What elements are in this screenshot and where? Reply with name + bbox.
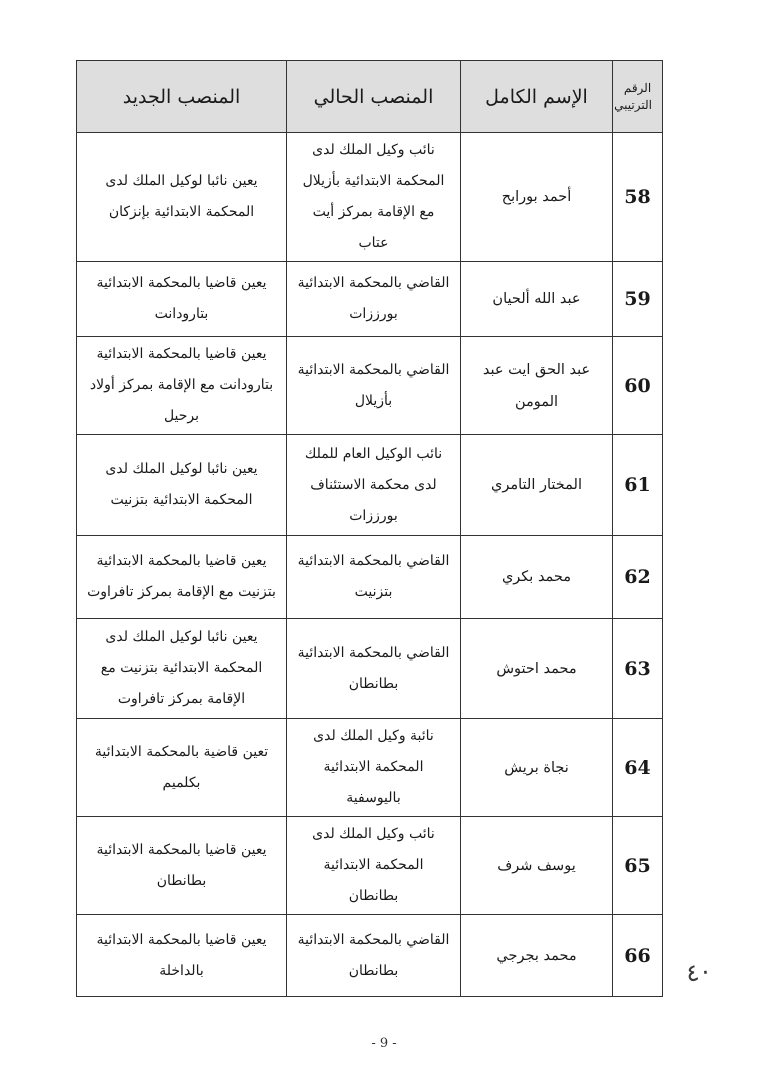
- table-row: [77, 435, 663, 536]
- row-new-position: يعين نائبا لوكيل الملك لدى المحكمة الابتدائية بتزنيت: [77, 435, 287, 536]
- row-new-position: يعين نائبا لوكيل الملك لدى المحكمة الابتدائية بإنزكان: [77, 133, 287, 262]
- row-current-position: القاضي بالمحكمة الابتدائية بورززات: [287, 262, 461, 337]
- row-number: 60: [613, 337, 663, 435]
- row-number: 62: [613, 536, 663, 619]
- row-full-name: نجاة بريش: [461, 719, 613, 817]
- row-current-position: القاضي بالمحكمة الابتدائية بأزيلال: [287, 337, 461, 435]
- header-current-position: المنصب الحالي: [287, 61, 461, 133]
- row-new-position: يعين قاضيا بالمحكمة الابتدائية بالداخلة: [77, 915, 287, 997]
- page-number: - 9 -: [371, 1036, 397, 1051]
- row-full-name: عبد الحق ايت عبد المومن: [461, 337, 613, 435]
- row-full-name: المختار التامري: [461, 435, 613, 536]
- table-row: [77, 337, 663, 435]
- row-new-position: تعين قاضية بالمحكمة الابتدائية بكلميم: [77, 719, 287, 817]
- table-header-row: [77, 61, 663, 133]
- handwritten-page-mark: ٤٠: [684, 956, 714, 988]
- row-current-position: القاضي بالمحكمة الابتدائية بطانطان: [287, 915, 461, 997]
- row-current-position: القاضي بالمحكمة الابتدائية بتزنيت: [287, 536, 461, 619]
- row-full-name: أحمد بورابح: [461, 133, 613, 262]
- row-current-position: نائب الوكيل العام للملك لدى محكمة الاستئناف بورززات: [287, 435, 461, 536]
- header-new-position: المنصب الجديد: [77, 61, 287, 133]
- row-full-name: يوسف شرف: [461, 817, 613, 915]
- row-current-position: نائبة وكيل الملك لدى المحكمة الابتدائية باليوسفية: [287, 719, 461, 817]
- row-new-position: يعين قاضيا بالمحكمة الابتدائية بتارودانت مع الإقامة بمركز أولاد برحيل: [77, 337, 287, 435]
- row-new-position: يعين قاضيا بالمحكمة الابتدائية بطانطان: [77, 817, 287, 915]
- row-current-position: نائب وكيل الملك لدى المحكمة الابتدائية بطانطان: [287, 817, 461, 915]
- table-row: [77, 262, 663, 337]
- row-number: 58: [613, 133, 663, 262]
- row-number: 66: [613, 915, 663, 997]
- table-row: [77, 817, 663, 915]
- table-row: [77, 915, 663, 997]
- row-new-position: يعين قاضيا بالمحكمة الابتدائية بتارودانت: [77, 262, 287, 337]
- row-full-name: محمد بجرجي: [461, 915, 613, 997]
- row-full-name: عبد الله ألحيان: [461, 262, 613, 337]
- row-new-position: يعين قاضيا بالمحكمة الابتدائية بتزنيت مع الإقامة بمركز تافراوت: [77, 536, 287, 619]
- table-row: [77, 133, 663, 262]
- header-number: الرقم الترتيبي: [613, 61, 663, 133]
- row-full-name: محمد احتوش: [461, 619, 613, 719]
- row-current-position: القاضي بالمحكمة الابتدائية بطانطان: [287, 619, 461, 719]
- appointments-table: [76, 60, 663, 997]
- table-row: [77, 719, 663, 817]
- row-number: 65: [613, 817, 663, 915]
- row-new-position: يعين نائبا لوكيل الملك لدى المحكمة الابتدائية بتزنيت مع الإقامة بمركز تافراوت: [77, 619, 287, 719]
- row-number: 59: [613, 262, 663, 337]
- row-full-name: محمد بكري: [461, 536, 613, 619]
- row-current-position: نائب وكيل الملك لدى المحكمة الابتدائية بأزيلال مع الإقامة بمركز أيت عتاب: [287, 133, 461, 262]
- table-row: [77, 536, 663, 619]
- row-number: 63: [613, 619, 663, 719]
- table-row: [77, 619, 663, 719]
- header-full-name: الإسم الكامل: [461, 61, 613, 133]
- row-number: 64: [613, 719, 663, 817]
- row-number: 61: [613, 435, 663, 536]
